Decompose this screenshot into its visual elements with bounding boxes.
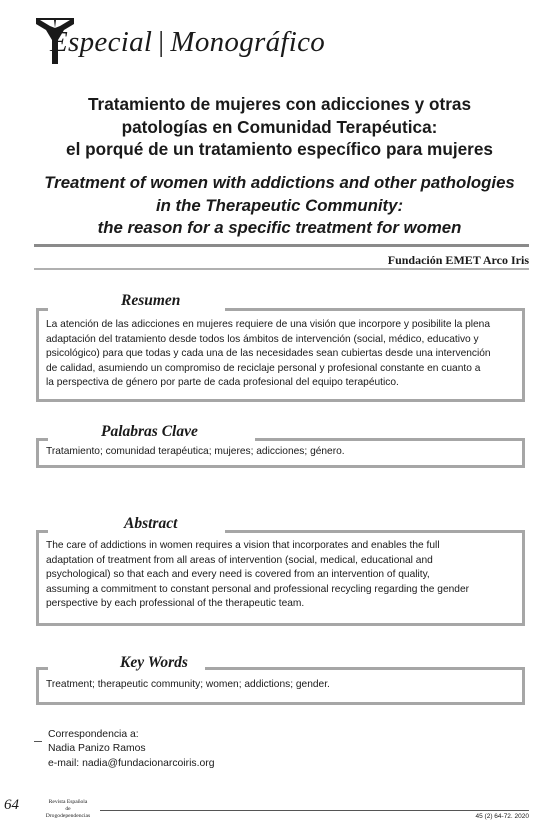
resumen-line: psicológico) para que todas y cada una de las necesidades sean cubiertas desde una intervención <box>46 348 491 360</box>
abstract-line: adaptation of treatment from all areas of intervention (social, medical, educational and <box>46 554 433 566</box>
title-en-line: in the Therapeutic Community: <box>155 195 404 215</box>
resumen-line: de calidad, asumiendo un compromiso de reciclaje personal y profesional constante en cuanto a <box>46 362 481 374</box>
correspondence-dash <box>34 741 42 742</box>
palabras-clave-text: Tratamiento; comunidad terapéutica; mujeres; adicciones; género. <box>46 446 345 457</box>
citation: 45 (2) 64-72. 2020 <box>475 813 529 820</box>
journal-line: Revista Española <box>48 799 88 805</box>
author-rule <box>34 268 529 270</box>
author: Fundación EMET Arco Iris <box>387 253 529 267</box>
resumen-line: la perspectiva de género por parte de cada profesional del equipo terapéutico. <box>46 377 399 389</box>
resumen-heading: Resumen <box>121 292 181 309</box>
footer-rule <box>100 810 529 811</box>
title-en-line: the reason for a specific treatment for women <box>97 218 462 237</box>
correspondence-label: Correspondencia a: <box>48 729 139 740</box>
title-rule <box>34 244 529 247</box>
subsection-name: Monográfico <box>170 26 326 58</box>
title-en <box>30 172 529 240</box>
title-en-line: Treatment of women with addictions and other pathologies <box>44 173 515 192</box>
title-es-line: patologías en Comunidad Terapéutica: <box>121 116 438 137</box>
title-es <box>30 93 529 161</box>
resumen-line: La atención de las adicciones en mujeres requiere de una visión que incorpore y posibilite la plena <box>46 319 491 330</box>
abstract-line: perspective by each professional of the therapeutic team. <box>46 598 305 610</box>
resumen-text <box>46 318 515 391</box>
abstract-heading: Abstract <box>124 515 178 532</box>
abstract-line: The care of addictions in women requires a vision that incorporates and enables the full <box>46 540 440 551</box>
title-es-line: Tratamiento de mujeres con adicciones y otras <box>87 94 472 114</box>
page-number: 64 <box>4 797 19 813</box>
title-es-line: el porqué de un tratamiento específico para mujeres <box>66 139 493 159</box>
section-name: Especial <box>50 26 153 58</box>
resumen-line: adaptación del tratamiento desde todos los ámbitos de intervención (social, médico, educativo y <box>46 333 479 345</box>
palabras-clave-heading: Palabras Clave <box>101 423 198 440</box>
resumen-box <box>36 292 525 402</box>
correspondence <box>48 728 215 771</box>
key-words-box <box>36 654 525 705</box>
correspondence-name: Nadia Panizo Ramos <box>48 743 146 755</box>
key-words-heading: Key Words <box>120 654 188 671</box>
key-words-text: Treatment; therapeutic community; women; addictions; gender. <box>46 679 330 690</box>
correspondence-email: e-mail: nadia@fundacionarcoiris.org <box>48 757 215 769</box>
abstract-line: assuming a commitment to constant personal and professional recycling regarding the gender <box>46 583 470 595</box>
journal-line: Drogodependencias <box>45 813 91 819</box>
section-header <box>50 26 325 59</box>
abstract-text <box>46 539 515 612</box>
palabras-clave-box <box>36 423 525 468</box>
abstract-box <box>36 515 525 626</box>
section-separator: | <box>158 26 165 58</box>
journal-name <box>40 799 96 820</box>
abstract-line: psychological) so that each and every need is covered from an intervention of quality, <box>46 569 430 581</box>
journal-line: de <box>65 806 71 812</box>
